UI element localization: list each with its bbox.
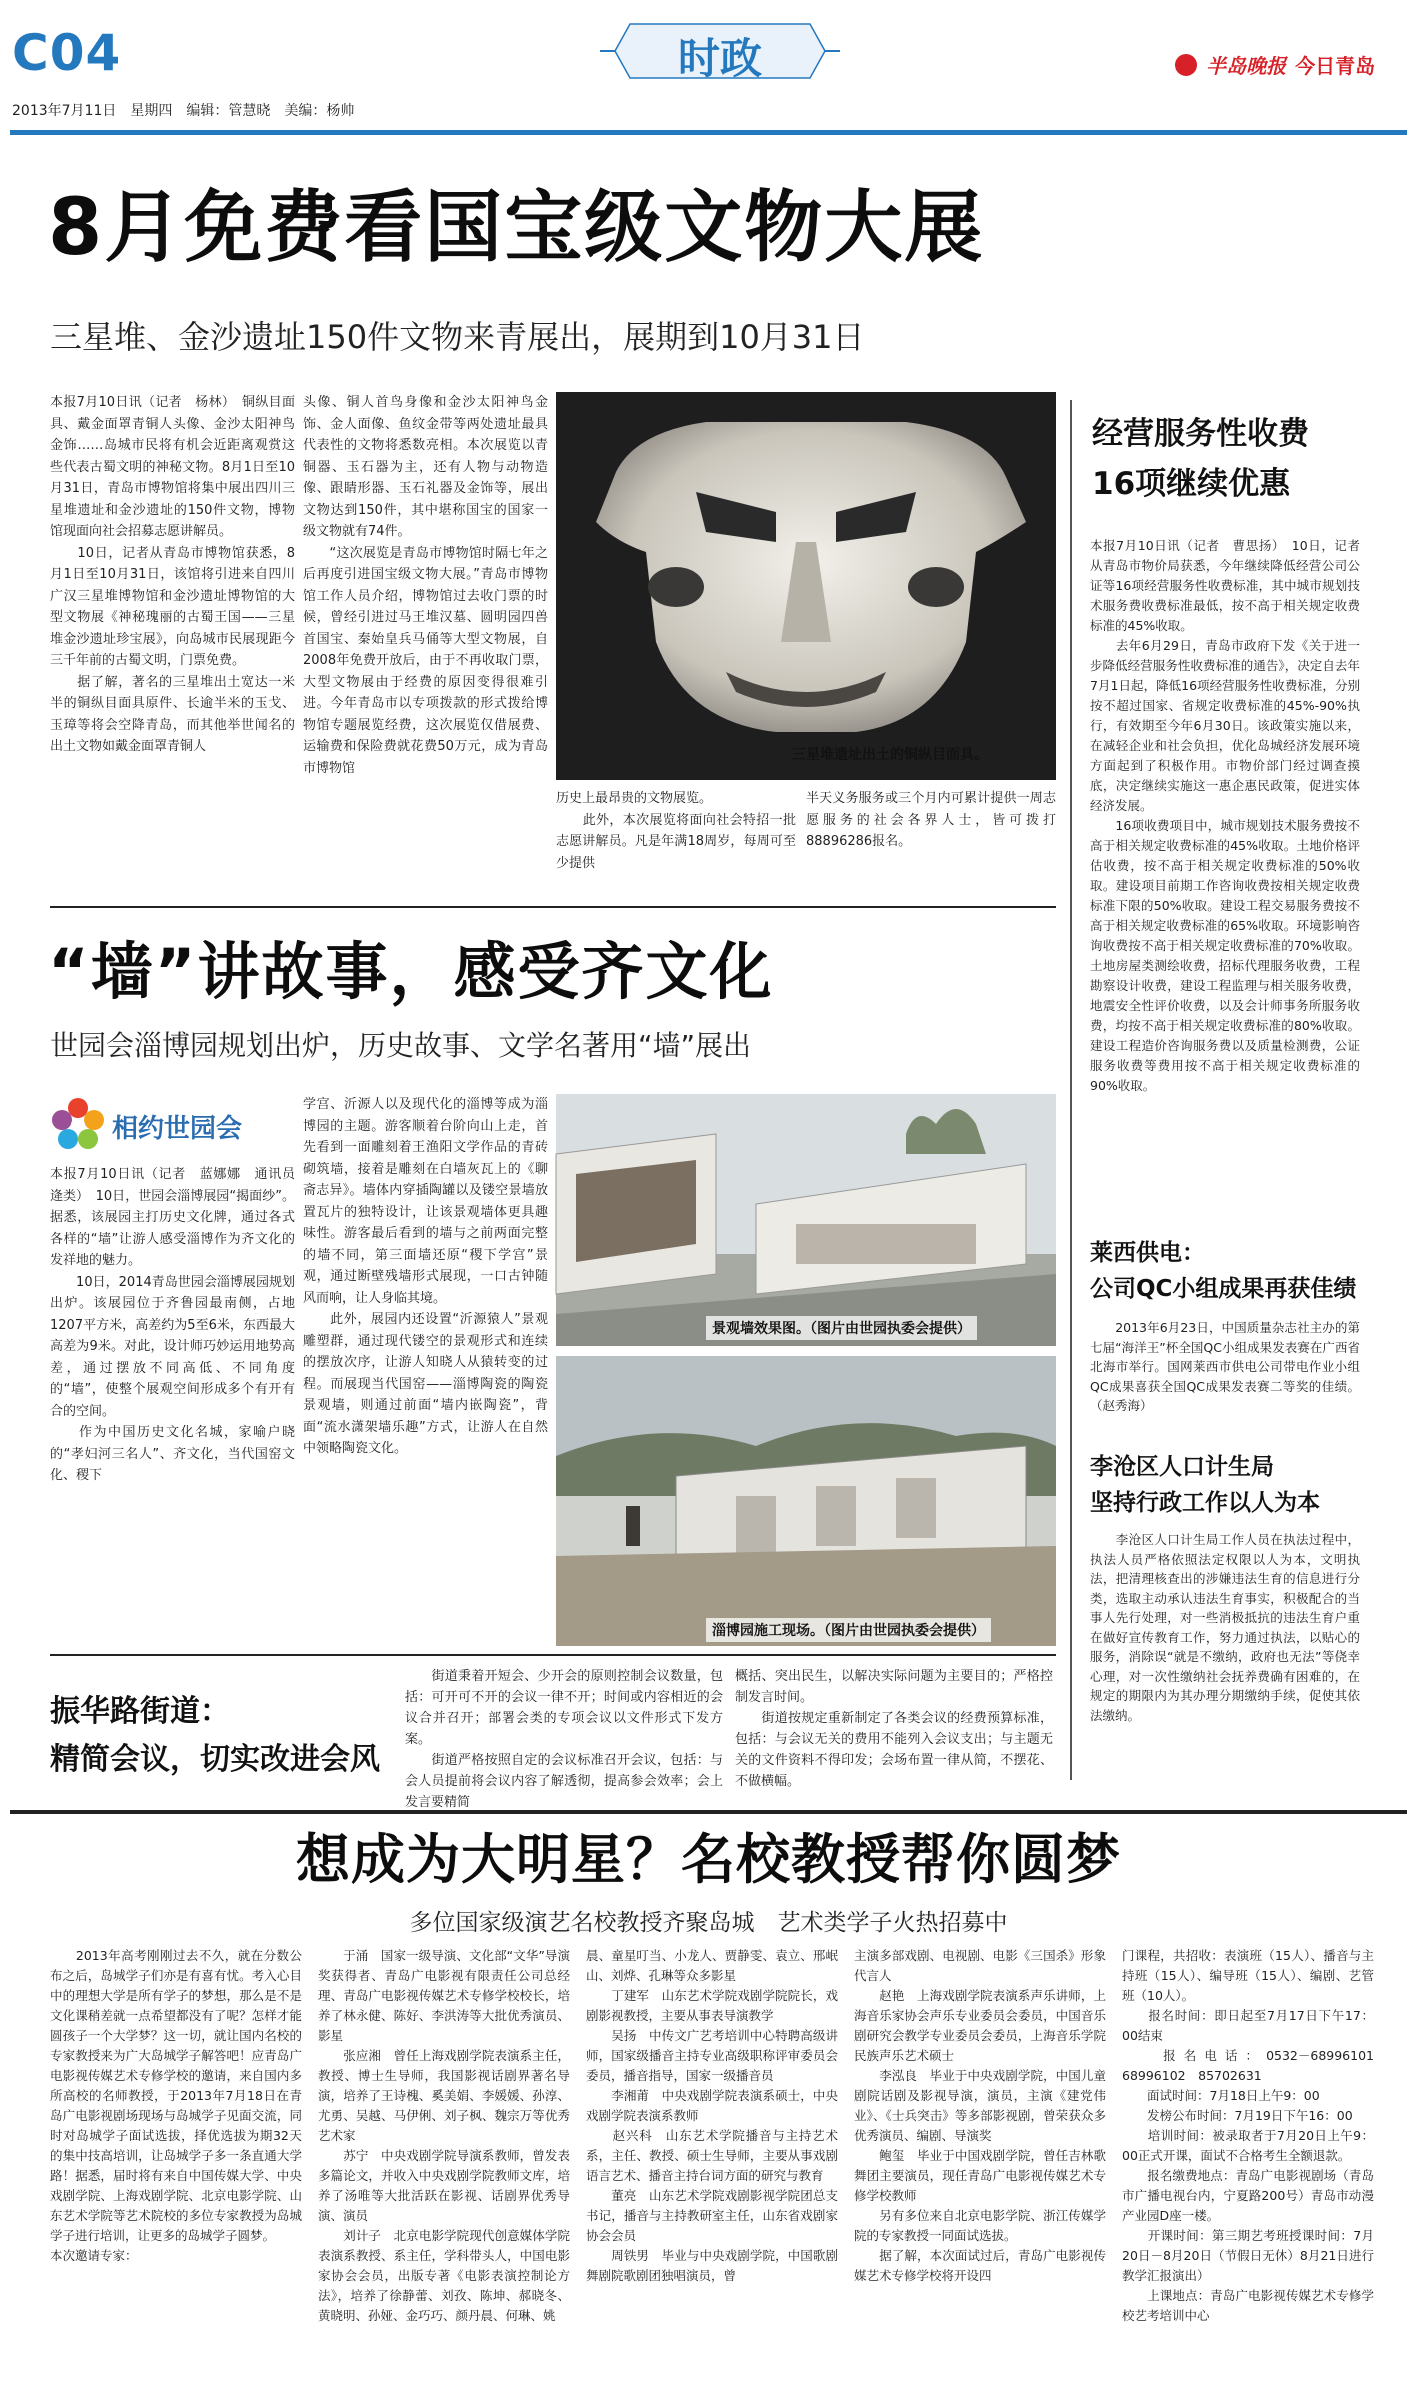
story3-col1: 街道秉着开短会、少开会的原则控制会议数量，包括：可开可不开的会议一律不开；时间或内容相近的会议合并召开；部署会类的专项会议以文件形式下发方案。 街道严格按照自定的会议标准召开会议，包括：与会人员提前将会议内容了解透彻，提高参会效率；会上发言要精简 [405, 1669, 723, 1810]
story4-subhead: 多位国家级演艺名校教授齐聚岛城 艺术类学子火热招募中 [409, 1910, 1008, 1936]
sidebar-headline-2: 16项继续优惠 [1092, 466, 1291, 502]
story1-col2: 头像、铜人首鸟身像和金沙太阳神鸟金饰、金人面像、鱼纹金带等两处遗址最具代表性的文物将悉数亮相。本次展览以青铜器、玉石器为主，还有人物与动物造像、跟睛形器、玉石礼器及金饰等，展出文物达到150件，其中堪称国宝的国家一级文物就有74件。 “这次展览是青岛市博物馆时隔七年之后再度引进国宝级文物大展。”青岛市博物馆工作人员介绍，博物馆过去收门票的时候，曾经引进过马王堆汉墓、圆明园四兽首国宝、秦始皇兵马俑等大型文物展，自2008年免费开放后，由于不再收取门票，大型文物展由于经费的原因变得很难引进。今年青岛市以专项拨款的形式拨给博物馆专题展览经费，这次展览仅借展费、运输费和保险费就花费50万元，成为青岛市博物馆 [303, 395, 548, 776]
story4-col4: 主演多部戏剧、电视剧、电影《三国杀》形象代言人 赵艳 上海戏剧学院表演系声乐讲师，上海音乐家协会声乐专业委员会委员，中国音乐剧研究会教学专业委员会委员，上海音乐学院民族声乐艺术硕士 李泓良 毕业于中央戏剧学院，中国儿童剧院话剧及影视导演，演员，主演《建党伟业》、《士兵突击》等多部影视剧，曾荣获众多优秀演员、编剧、导演奖 鲍玺 毕业于中国戏剧学院，曾任吉林歌舞团主要演员，现任青岛广电影视传媒艺术专修学校教师 另有多位来自北京电影学院、浙江传媒学院的专家教授一同面试选拔。 据了解，本次面试过后，青岛广电影视传媒艺术专修学校将开设四 [854, 1948, 1106, 2283]
story2-col2: 学宫、沂源人以及现代化的淄博等成为淄博园的主题。游客顺着台阶向山上走，首先看到一面雕刻着王渔阳文学作品的青砖砌筑墙，接着是雕刻在白墙灰瓦上的《聊斋志异》。墙体内穿插陶罐以及镂空景墙放置瓦片的独特设计，让该景观墙体更具趣味性。游客最后看到的墙与之前两面完整的墙不同，第三面墙还原“稷下学宫”景观，通过断壁残墙形式展现，一口古钟随风而响，让人身临其境。 此外，展园内还设置“沂源猿人”景观雕塑群，通过现代镂空的景观形式和连续的摆放次序，让游人知晓人从猿转变的过程。而展现当代国窑——淄博陶瓷的陶瓷景观墙，则通过前面“墙内嵌陶瓷”，背面“流水潇架墙乐趣”方式，让游人在自然中领略陶瓷文化。 [303, 1097, 548, 1456]
sidebar-divider [1070, 400, 1072, 1780]
story1-subhead: 三星堆、金沙遗址150件文物来青展出，展期到10月31日 [50, 318, 865, 356]
story1-col1: 本报7月10日讯（记者 杨林） 铜纵目面具、戴金面罩青铜人头像、金沙太阳神鸟金饰……岛城市民将有机会近距离观赏这些代表古蜀文明的神秘文物。8月1日至10月31日，青岛市博物馆将集中展出四川三星堆遗址和金沙遗址的150件文物，博物馆现面向社会招募志愿讲解员。 10日，记者从青岛市博物馆获悉，8月1日至10月31日，该馆将引进来自四川广汉三星堆博物馆和金沙遗址博物馆的大型文物展《神秘瑰丽的古蜀王国——三星堆金沙遗址珍宝展》，向岛城市民展现距今三千年前的古蜀文明，门票免费。 据了解，著名的三星堆出土宽达一米半的铜纵目面具原件、长逾半米的玉戈、玉璋等将会空降青岛，而其他举世闻名的出土文物如戴金面罩青铜人 [50, 395, 295, 754]
licang-headline-1: 李沧区人口计生局 [1090, 1454, 1274, 1480]
story4-col3: 晨、童星叮当、小龙人、贾静雯、袁立、邢岷山、刘烨、孔琳等众多影星 丁建军 山东艺术学院戏剧学院院长，戏剧影视教授，主要从事表导演教学 吴扬 中传文广艺考培训中心特聘高级讲师，国家级播音主持专业高级职称评审委员会委员，播音指导，国家一级播音员 李湘莆 中央戏剧学院表演系硕士，中央戏剧学院表演系教师 赵兴科 山东艺术学院播音与主持艺术系，主任、教授、硕士生导师，主要从事戏剧语言艺术、播音主持台词方面的研究与教育 董亮 山东艺术学院戏剧影视学院团总支书记，播音与主持教研室主任，山东省戏剧家协会会员 周铁男 毕业与中央戏剧学院，中国歌剧舞剧院歌剧团独唱演员，曾 [586, 1948, 838, 2283]
section-title: 时政 [677, 34, 762, 83]
masthead-name: 半岛晚报 [1206, 54, 1287, 78]
story4-col2: 于涌 国家一级导演、文化部“文华”导演奖获得者、青岛广电影视有限责任公司总经理、青岛广电影视传媒艺术专修学校校长，培养了林永健、陈好、李洪涛等大批优秀演员、影星 张应湘 曾任上海戏剧学院表演系主任，教授、博士生导师，我国影视话剧界著名导演，培养了王诗槐、奚美娟、李媛媛、孙淳、尤勇、吴越、马伊俐、刘子枫、魏宗万等优秀艺术家 苏宁 中央戏剧学院导演系教师，曾发表多篇论文，并收入中央戏剧学院教师文库，培养了汤唯等大批活跃在影视、话剧界优秀导演、演员 刘计子 北京电影学院现代创意媒体学院表演系教授、系主任，学科带头人，中国电影家协会会员，出版专著《电影表演控制论方法》，培养了徐静蕾、刘孜、陈坤、郝晓冬、黄晓明、孙娅、金巧巧、颜丹晨、何琳、姚 [318, 1948, 570, 2323]
header-rule [10, 130, 1407, 135]
story1-col3: 历史上最昂贵的文物展览。 此外，本次展览将面向社会特招一批志愿讲解员。凡是年满18周岁，每周可至少提供 [556, 791, 796, 871]
story2-bottom-rule [50, 1654, 1056, 1656]
construction-site-image [556, 1356, 1056, 1646]
date-line: 2013年7月11日 星期四 编辑：管慧晓 美编：杨帅 [12, 103, 355, 119]
section-banner [600, 16, 840, 86]
laixi-body: 2013年6月23日，中国质量杂志社主办的第七届“海洋王”杯全国QC小组成果发表赛在广西省北海市举行。国网莱西市供电公司带电作业小组QC成果喜获全国QC成果发表赛二等奖的佳绩。（赵秀海） [1090, 1320, 1360, 1413]
expo-flower-icon [50, 1096, 106, 1152]
construction-caption: 淄博园施工现场。（图片由世园执委会提供） [706, 1618, 991, 1642]
story3-headline: 精简会议，切实改进会风 [50, 1742, 380, 1777]
sidebar-headline-1: 经营服务性收费 [1092, 416, 1309, 452]
story1-headline: 8月免费看国宝级文物大展 [48, 183, 985, 273]
story3-col2: 概括、突出民生，以解决实际问题为主要目的；严格控制发言时间。 街道按规定重新制定了各类会议的经费预算标准，包括：与会议无关的费用不能列入会议支出；与主题无关的文件资料不得印发；会场布置一律从简，不摆花、不做横幅。 [735, 1669, 1053, 1789]
story1-bottom-rule [50, 906, 1056, 908]
laixi-kicker: 莱西供电： [1090, 1240, 1205, 1266]
story2-subhead: 世园会淄博园规划出炉，历史故事、文学名著用“墙”展出 [50, 1029, 752, 1062]
story4-col5: 门课程，共招收：表演班（15人）、播音与主持班（15人）、编导班（15人）、编剧、艺管班（10人）。 报名时间：即日起至7月17日下午17：00结束 报名电话：0532－68996101 68996102 85702631 面试时间：7月18日上午9：00 发榜公布时间：7月19日下午16：00 培训时间：被录取者于7月20日上午9：00正式开课，面试不合格考生全额退款。 报名缴费地点：青岛广电影视剧场（青岛市广播电视台内，宁夏路200号）青岛市动漫产业园D座一楼。 开课时间：第三期艺考班授课时间：7月20日－8月20日（节假日无休）8月21日进行教学汇报演出） 上课地点：青岛广电影视传媒艺术专修学校艺考培训中心 [1122, 1948, 1374, 2323]
masthead-logo-icon [1175, 54, 1197, 76]
masthead [1175, 50, 1410, 90]
wall-rendering-caption: 景观墙效果图。（图片由世园执委会提供） [706, 1316, 977, 1340]
story2-headline: “墙”讲故事，感受齐文化 [48, 935, 774, 1008]
laixi-headline: 公司QC小组成果再获佳绩 [1090, 1276, 1357, 1302]
story4-headline: 想成为大明星？名校教授帮你圆梦 [296, 1828, 1121, 1891]
page-number: C04 [12, 24, 122, 82]
story4-col1: 2013年高考刚刚过去不久，就在分数公布之后，岛城学子们亦是有喜有忧。考入心目中的理想大学是所有学子的梦想，那么是不是文化课稍差就一点希望都没有了呢？怎样才能圆孩子一个大学梦？这一切，就让国内名校的专家教授来为广大岛城学子解答吧！应青岛广电影视传媒艺术专修学校的邀请，来自国内多所高校的名师教授，于2013年7月18日在青岛广电影视剧场现场与岛城学子见面交流，同时对岛城学子面试选拔，择优选拔为期32天的集中技高培训，让岛城学子多一条直通大学路！据悉，届时将有来自中国传媒大学、中央戏剧学院、上海戏剧学院、北京电影学院、山东艺术学院等艺术院校的多位专家教授为岛城学子进行培训，让更多的岛城学子圆梦。 本次邀请专家： [50, 1948, 302, 2263]
licang-body: 李沧区人口计生局工作人员在执法过程中，执法人员严格依照法定权限以人为本，文明执法，把清理核查出的涉嫌违法生育的信息进行分类，选取主动承认违法生育事实，积极配合的当事人先行处理，对一些消极抵抗的违法生育户重在做好宣传教育工作，努力通过执法，以贴心的服务，消除误“就是不缴纳，政府也无法”等侥幸心理，对一次性缴纳社会抚养费确有困难的，在规定的期限内为其办理分期缴纳手续，促使其依法缴纳。 [1090, 1532, 1360, 1723]
story1-col4: 半天义务服务或三个月内可累计提供一周志愿服务的社会各界人士，皆可拨打88896286报名。 [806, 791, 1056, 849]
story2-col1: 本报7月10日讯（记者 蓝娜娜 通讯员 逄类） 10日，世园会淄博展园“揭面纱”。据悉，该展园主打历史文化牌，通过各式各样的“墙”让游人感受淄博作为齐文化的发祥地的魅力。 10日，2014青岛世园会淄博展园规划出炉。该展园位于齐鲁园最南侧，占地1207平方米，高差约为5至6米，东西最大高差为9米。对此，设计师巧妙运用地势高差，通过摆放不同高低、不同角度的“墙”，使整个展观空间形成多个有开有合的空间。 作为中国历史文化名城，家喻户晓的“孝妇河三名人”、齐文化，当代国窑文化、稷下 [50, 1167, 295, 1483]
story3-bottom-rule [10, 1810, 1407, 1814]
bronze-mask-image [556, 392, 1056, 780]
expo-logo-text: 相约世园会 [112, 1114, 243, 1144]
licang-headline-2: 坚持行政工作以人为本 [1090, 1490, 1320, 1516]
story3-kicker: 振华路街道： [50, 1694, 230, 1729]
mask-photo [556, 392, 1056, 780]
expo-logo [50, 1094, 290, 1156]
masthead-tag: 今日青岛 [1295, 54, 1376, 78]
mask-photo-caption: 三星堆遗址出土的铜纵目面具。 [792, 747, 988, 763]
construction-photo [556, 1356, 1056, 1646]
sidebar-body: 本报7月10日讯（记者 曹思扬） 10日，记者从青岛市物价局获悉，今年继续降低经营公司公证等16项经营服务性收费标准，其中城市规划技术服务费收费标准最低，按不高于相关规定收费标准的45%收取。 去年6月29日，青岛市政府下发《关于进一步降低经营服务性收费标准的通告》，决定自去年7月1日起，降低16项经营服务性收费标准，分别按不超过国家、省规定收费标准的45%-90%执行，有效期至今年6月30日。该政策实施以来，在减轻企业和社会负担，优化岛城经济发展环境方面起到了积极作用。市物价部门经过调查摸底，决定继续实施这一惠企惠民政策，促进实体经济发展。 16项收费项目中，城市规划技术服务费按不高于相关规定收费标准的45%收取。土地价格评估收费，按不高于相关规定收费标准的50%收取。建设项目前期工作咨询收费按相关规定收费标准下限的50%收取。建设工程交易服务费按不高于相关规定收费标准的65%收取。环境影响咨询收费按不高于相关规定收费标准的70%收取。土地房屋类测绘收费，招标代理服务收费，工程勘察设计收费，建设工程监理与相关服务收费，地震安全性评价收费，以及会计师事务所服务收费，均按不高于相关规定收费标准的80%收取。建设工程造价咨询服务费以及质量检测费，公证服务收费等费用按不高于相关规定收费标准的90%收取。 [1090, 538, 1360, 1093]
wall-rendering-photo [556, 1094, 1056, 1346]
landscape-wall-image [556, 1094, 1056, 1346]
